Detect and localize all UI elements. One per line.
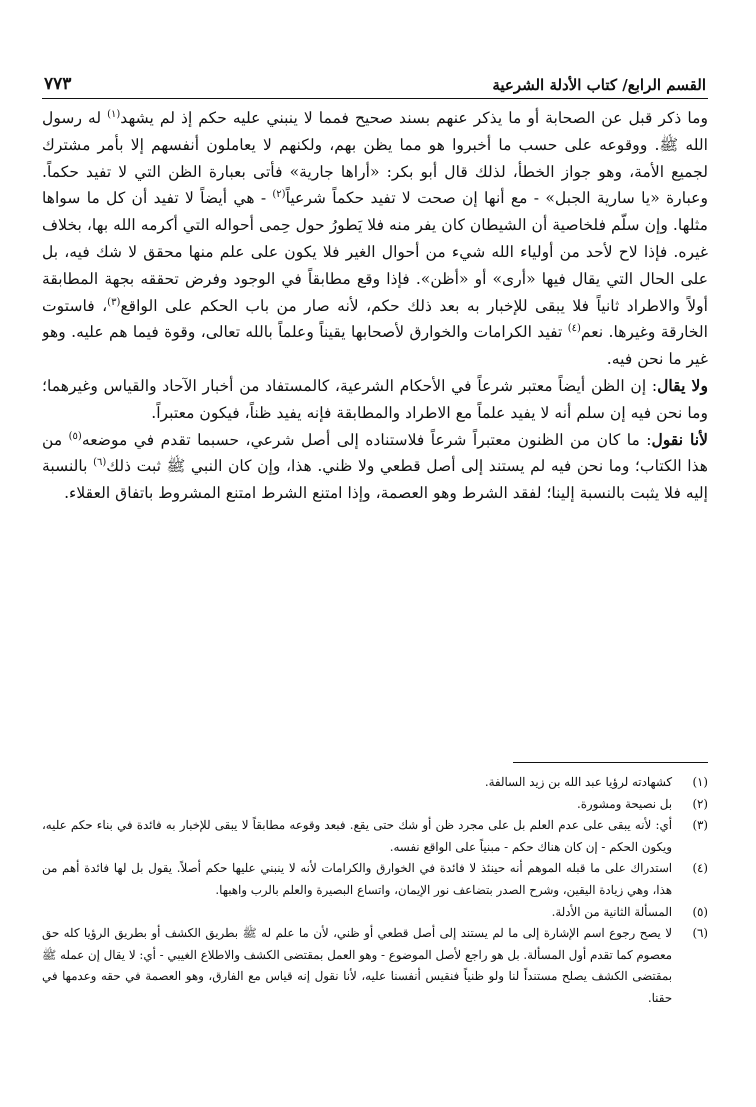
- paragraph-text: من هذا الكتاب؛ وما نحن فيه لم يستند إلى أصل قطعي ولا ظني. هذا، وإن كان النبي ﷺ ثبت ذلك: [42, 430, 708, 476]
- running-head: القسم الرابع/ كتاب الأدلة الشرعية: [492, 76, 706, 94]
- paragraph-text: تفيد الكرامات والخوارق لأصحابها يقيناً وعلماً بالله تعالى، وقوة فيما هم عليه. وهو غير ما نحن فيه.: [42, 323, 708, 369]
- footnote-text: كشهادته لرؤيا عبد الله بن زيد السالفة.: [484, 775, 672, 789]
- paragraph-text: : إن الظن أيضاً معتبر شرعاً في الأحكام الشرعية، كالمستفاد من أخبار الآحاد والقياس وغيرهما؛ وما نحن فيه إن سلم أنه لا يفيد علماً مع الاطراد والمطابقة فإنه يفيد ظناً، فيكون معتبراً.: [42, 376, 708, 422]
- paragraph-text: ، فاستوت الخارقة وغيرها. نعم: [42, 296, 708, 342]
- footnote-text: المسألة الثانية من الأدلة.: [551, 904, 672, 919]
- footnote-number: (٥): [692, 904, 708, 919]
- footnote-1: [42, 772, 708, 794]
- main-text: [42, 105, 708, 740]
- footnote-number: (٢): [692, 796, 708, 811]
- footnote-4: [42, 858, 708, 901]
- footnote-divider: [513, 762, 708, 763]
- footnote-ref-4: (٤): [567, 323, 581, 335]
- lead-phrase: لأنا نقول: [651, 429, 708, 449]
- footnote-number: (٣): [692, 818, 708, 833]
- paragraph-2: [42, 373, 708, 427]
- paragraph-text: له رسول الله ﷺ. ووقوعه على حسب ما أخبروا هو مما يظن بهم، ولكنهم لا يعاملون أنفسهم إلا بأمر مشترك لجميع الأمة، وهو جواز الخطأ، لذلك قال أبو بكر: «أراها جارية» فأتى بعبارة الظن التي لا تفيد حكماً. وعبارة «يا سارية الجبل» - مع أنها إن صحت لا تفيد حكماً شرعياً: [42, 109, 708, 208]
- paragraph-text: وما ذكر قبل عن الصحابة أو ما يذكر عنهم بسند صحيح فمما لا ينبني عليه حكم إذ لم يشهد: [120, 109, 708, 127]
- footnote-5: [42, 902, 708, 924]
- paragraph-3: [42, 427, 708, 507]
- paragraph-1: [42, 105, 708, 373]
- footnote-number: (١): [692, 775, 708, 789]
- page-header: [42, 64, 708, 99]
- footnote-text: استدراك على ما قبله الموهم أنه حينئذ لا فائدة في الخوارق والكرامات لأنه لا ينبني عليها حكم أصلاً. يقول بل لها فائدة أهم من هذا، وهي زيادة اليقين، وشرح الصدر بتضاعف نور الإيمان، واتساع البصيرة والعلم بالرب واهبها.: [42, 861, 672, 897]
- paragraph-text: : ما كان من الظنون معتبراً شرعاً فلاستناده إلى أصل شرعي، حسبما تقدم في موضعه: [81, 430, 652, 449]
- footnote-ref-1: (١): [107, 108, 121, 120]
- footnotes: [42, 772, 708, 1010]
- footnote-number: (٤): [692, 861, 708, 876]
- footnote-ref-5: (٥): [68, 430, 82, 442]
- footnote-text: أي: لأنه يبقى على عدم العلم بل على مجرد ظن أو شك حتى يقع. فبعد وقوعه مطابقاً لا يبقى للإخبار به فائدة في بناء حكم عليه، ويكون الحكم - إن كان هناك حكم - مبنياً على الواقع نفسه.: [42, 818, 672, 854]
- footnote-ref-2: (٢): [272, 189, 286, 201]
- page-number: ٧٧٣: [44, 74, 72, 94]
- footnote-3: [42, 815, 708, 858]
- footnote-ref-3: (٣): [107, 296, 121, 308]
- footnote-2: [42, 794, 708, 816]
- paragraph-text: - هي أيضاً لا تفيد أن كل ما سواها مثلها. وإن سلّم فلخاصية أن الشيطان كان يفر منه فلا يَطورُ حول حِمى أحواله التي أكرمه الله بها، بخلاف غيره. فإذا لاح لأحد من أولياء الله شيء من أحوال الغير فلا يكون على علم منها محقق لا شك فيه، بل على الحال التي يقال فيها «أرى» أو «أظن». فإذا وقع مطابقاً في الوجود وفرض تحققه بجهة المطابقة أولاً والاطراد ثانياً فلا يبقى للإخبار به بعد ذلك حكم، لأنه صار من باب الحكم على الواقع: [42, 189, 708, 315]
- footnote-text: لا يصح رجوع اسم الإشارة إلى ما لم يستند إلى أصل قطعي أو ظني، لأن ما علم له ﷺ بطريق الكشف أو بطريق الرؤيا كله حق معصوم كما تقدم أول المسألة. بل هو راجع لأصل الموضوع - وهو العمل بمقتضى الكشف والاطلاع الغيبي - أي: لا يقال إن عمله ﷺ بمقتضى الكشف يصلح مستنداً لنا ولو ظنياً فنقيس أنفسنا عليه، لأنا نقول إنه قياس مع الفارق، وهو العصمة في حقه وعدمها في حقنا.: [42, 926, 672, 1005]
- footnote-ref-6: (٦): [93, 457, 107, 469]
- footnote-number: (٦): [692, 926, 708, 941]
- footnote-6: [42, 923, 708, 1009]
- paragraph-text: بالنسبة إليه فلا يثبت بالنسبة إلينا؛ لفقد الشرط وهو العصمة، وإذا امتنع الشرط امتنع المشروط باتفاق العقلاء.: [42, 457, 708, 503]
- lead-phrase: ولا يقال: [657, 375, 708, 395]
- footnote-text: بل نصيحة ومشورة.: [577, 796, 672, 811]
